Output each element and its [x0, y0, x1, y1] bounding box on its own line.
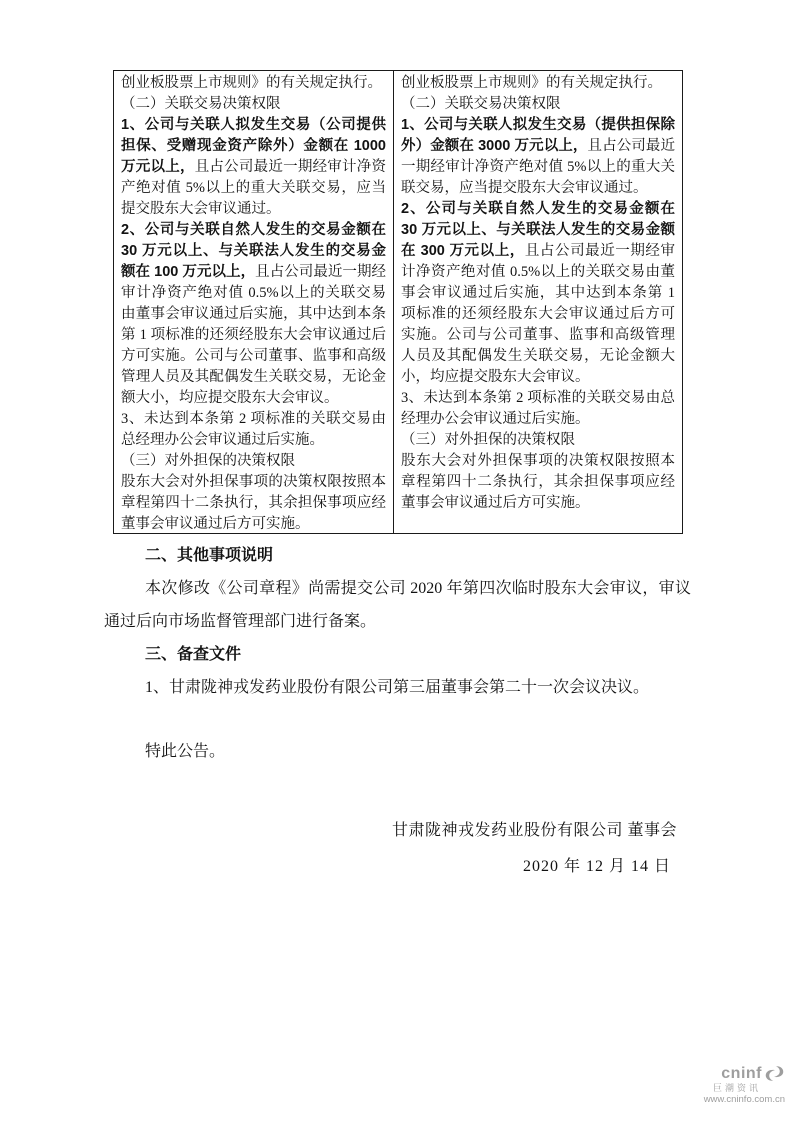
clause-segment: 且占公司最近一期经审计净资产绝对值 0.5%以上的关联交易由董事会审议通过后实施，其中达到本条第 1 项标准的还须经股东大会审议通过后方可实施。公司与公司董事、监事和高级管理人员及其配偶发生关联交易，无论金额大小，均应提交股东大会审议。 [401, 243, 676, 385]
clause-segment: 3、未达到本条第 2 项标准的关联交易由总经理办公会审议通过后实施。 [121, 411, 386, 448]
cninfo-chinese-name: 巨潮资讯 [712, 1082, 761, 1093]
closing-statement: 特此公告。 [144, 743, 225, 760]
body-sections [104, 539, 691, 768]
bold-clause-segment: 1、公司与关联人拟发生交易（提供担保除外）金额在 3000 万元以上， [401, 117, 675, 154]
table-paragraph [121, 73, 386, 94]
clause-segment: 且占公司最近一期经审计净资产绝对值 0.5%以上的关联交易由董事会审议通过后实施，其中达到本条第 1 项标准的还须经股东大会审议通过后方可实施。公司与公司董事、监事和高级管理人员及其配偶发生关联交易，无论金额大小，均应提交股东大会审议。 [121, 264, 387, 406]
table-paragraph [121, 409, 386, 451]
table-paragraph [401, 73, 675, 94]
cninfo-brand-text: cninf [721, 1065, 762, 1083]
cninfo-logo [690, 1065, 785, 1105]
reference-document-item: 1、甘肃陇神戎发药业股份有限公司第三届董事会第二十一次会议决议。 [144, 679, 649, 696]
clause-segment: 3、未达到本条第 2 项标准的关联交易由总经理办公会审议通过后实施。 [401, 390, 675, 427]
table-paragraph [401, 94, 675, 115]
clause-segment: （三）对外担保的决策权限 [401, 432, 575, 448]
clause-segment: （二）关联交易决策权限 [121, 96, 281, 112]
decision-authority-comparison-table [113, 70, 683, 534]
table-paragraph [121, 472, 386, 533]
clause-segment: 股东大会对外担保事项的决策权限按照本章程第四十二条执行，其余担保事项应经董事会审议通过后方可实施。 [121, 474, 386, 532]
cninfo-swirl-icon [764, 1065, 785, 1082]
other-matters-paragraph: 本次修改《公司章程》尚需提交公司 2020 年第四次临时股东大会审议，审议通过后向市场监督管理部门进行备案。 [104, 580, 691, 630]
signature-date: 2020 年 12 月 14 日 [522, 858, 671, 875]
section-heading-reference-documents: 三、备查文件 [145, 646, 242, 663]
cninfo-url-text: www.cninfo.com.cn [703, 1093, 785, 1105]
table-paragraph [121, 115, 386, 220]
table-column-original [114, 71, 394, 533]
table-paragraph [121, 94, 386, 115]
table-paragraph [121, 451, 386, 472]
table-paragraph [401, 115, 675, 199]
section-heading-other-matters: 二、其他事项说明 [145, 547, 274, 564]
clause-segment: 创业板股票上市规则》的有关规定执行。 [401, 75, 662, 91]
table-paragraph [401, 430, 675, 451]
bold-clause-segment: 1、公司与关联人拟发生交易（公司提供担保、受赠现金资产除外）金额在 1000 万元以上， [121, 117, 386, 175]
clause-segment: （二）关联交易决策权限 [401, 96, 561, 112]
table-paragraph [401, 451, 675, 514]
clause-segment: 且占公司最近一期经审计净资产绝对值 5%以上的重大关联交易，应当提交股东大会审议通过。 [401, 138, 675, 196]
clause-segment: 且占公司最近一期经审计净资产绝对值 5%以上的重大关联交易，应当提交股东大会审议通过。 [121, 159, 387, 217]
table-paragraph [401, 388, 675, 430]
clause-segment: 创业板股票上市规则》的有关规定执行。 [121, 75, 382, 91]
table-paragraph [121, 220, 386, 409]
bold-clause-segment: 2、公司与关联自然人发生的交易金额在 30 万元以上、与关联法人发生的交易金额在 100 万元以上， [121, 222, 386, 280]
clause-segment: （三）对外担保的决策权限 [121, 453, 295, 469]
bold-clause-segment: 2、公司与关联自然人发生的交易金额在 30 万元以上、与关联法人发生的交易金额在 300 万元以上， [401, 201, 675, 259]
clause-segment: 股东大会对外担保事项的决策权限按照本章程第四十二条执行，其余担保事项应经董事会审议通过后方可实施。 [401, 453, 675, 511]
table-column-amended [394, 71, 682, 533]
signature-line: 甘肃陇神戎发药业股份有限公司 董事会 [391, 822, 677, 839]
cninfo-logo-row [690, 1065, 785, 1083]
table-paragraph [401, 199, 675, 388]
